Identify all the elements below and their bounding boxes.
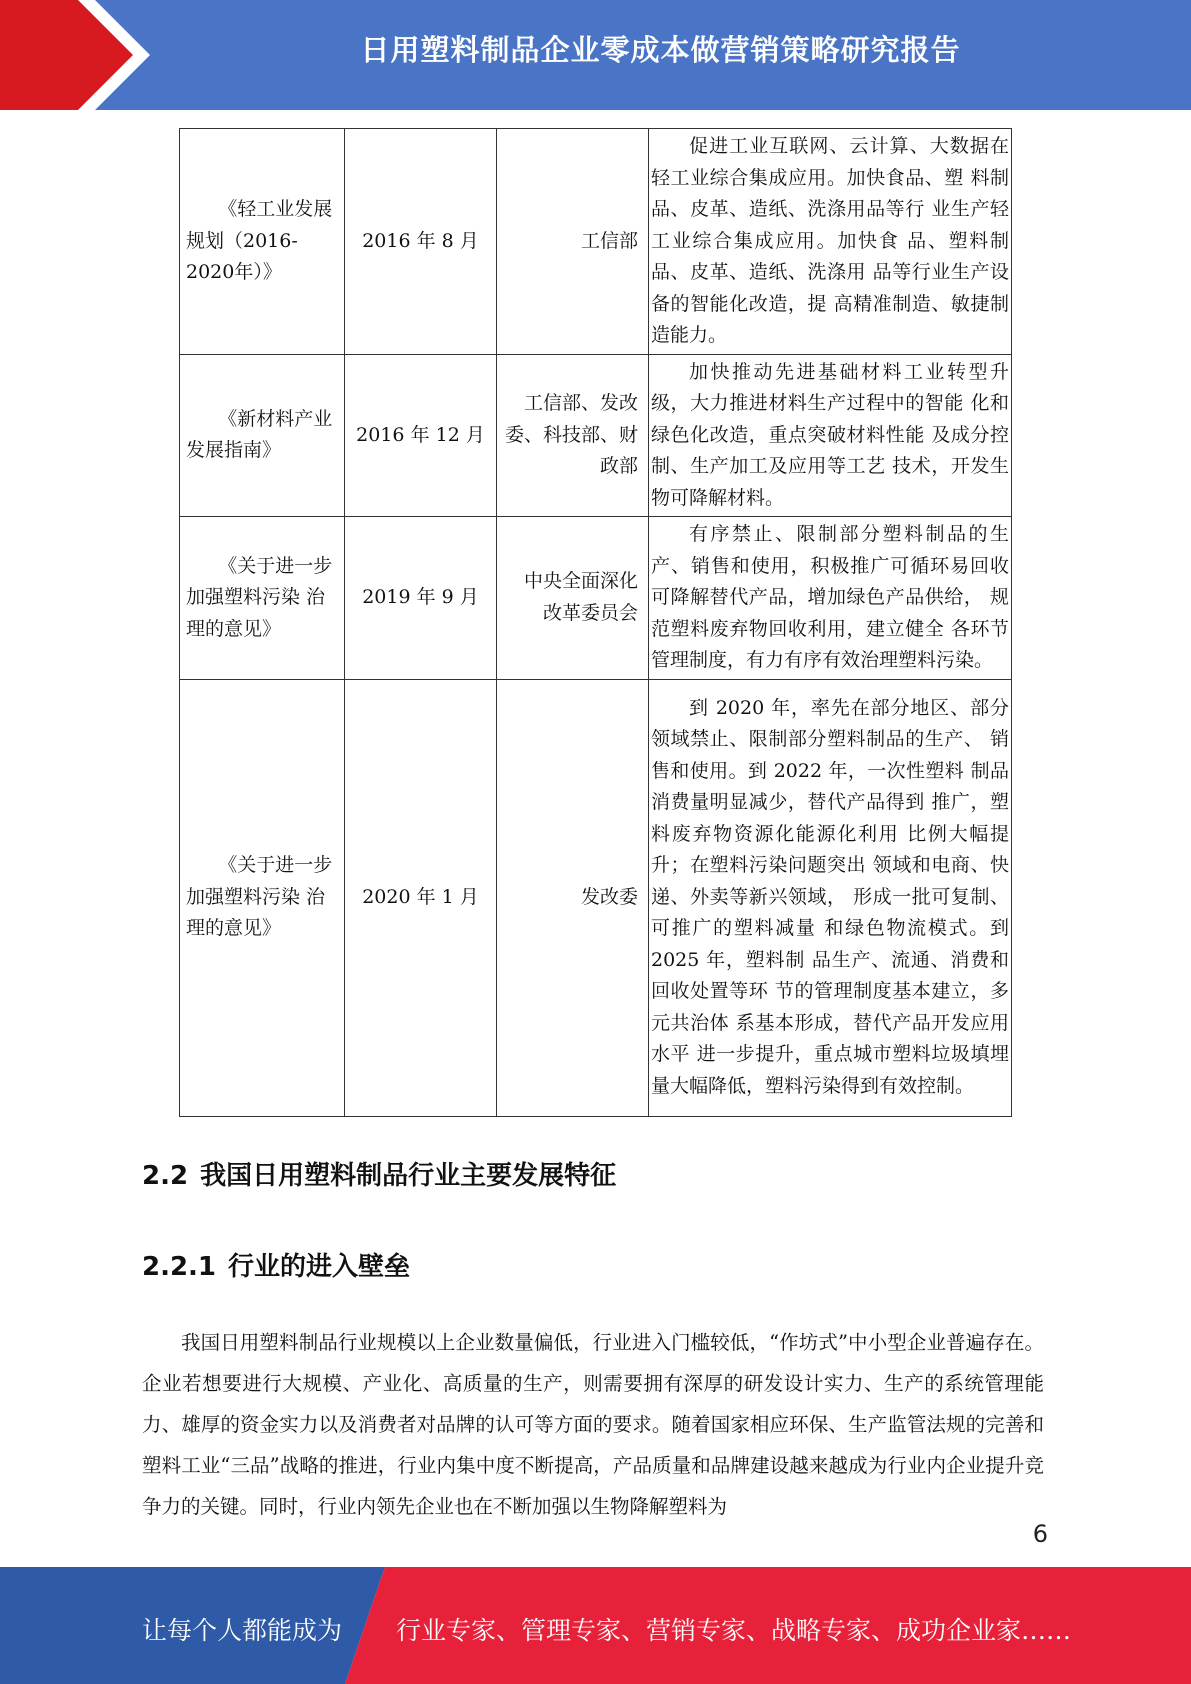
policy-name-cell: 《轻工业发展规划（2016-2020年）》	[180, 129, 345, 355]
page-number: 6	[1032, 1520, 1048, 1548]
page-footer	[0, 1567, 1191, 1684]
footer-slogan-right: 行业专家、管理专家、营销专家、战略专家、成功企业家……	[396, 1616, 1072, 1645]
subsection-title: 行业的进入壁垒	[228, 1252, 411, 1282]
policy-dept-cell: 工信部	[497, 129, 649, 355]
subsection-number: 2.2.1	[142, 1252, 217, 1282]
policy-date-cell: 2016 年 12 月	[345, 354, 497, 517]
policy-content-cell: 促进工业互联网、云计算、大数据在轻工业综合集成应用。加快食品、塑 料制品、皮革、造纸、洗涤用品等行 业生产轻工业综合集成应用。加快食 品、塑料制品、皮革、造纸、洗涤用 品等行业生产设备的智能化改造，提 高精准制造、敏捷制造能力。	[649, 129, 1012, 355]
policy-date-cell: 2020 年 1 月	[345, 679, 497, 1116]
section-title: 我国日用塑料制品行业主要发展特征	[200, 1161, 617, 1191]
section-heading-2-2	[142, 1155, 616, 1192]
policy-content-cell: 有序禁止、限制部分塑料制品的生产、销售和使用，积极推广可循环易回收 可降解替代产品，增加绿色产品供给， 规范塑料废弃物回收利用，建立健全 各环节管理制度，有力有序有效治理塑料污染。	[649, 517, 1012, 680]
policy-name-cell: 《关于进一步 加强塑料污染 治理的意见》	[180, 679, 345, 1116]
policy-date-cell: 2019 年 9 月	[345, 517, 497, 680]
section-number: 2.2	[142, 1161, 189, 1191]
policy-date-cell: 2016 年 8 月	[345, 129, 497, 355]
table-row	[180, 517, 1012, 680]
policy-name-cell: 《关于进一步加强塑料污染 治理的意见》	[180, 517, 345, 680]
footer-slogan-left: 让每个人都能成为	[142, 1616, 343, 1645]
header-arrow-decoration	[0, 0, 160, 110]
body-paragraph: 我国日用塑料制品行业规模以上企业数量偏低，行业进入门槛较低，“作坊式”中小型企业普遍存在。企业若想要进行大规模、产业化、高质量的生产，则需要拥有深厚的研发设计实力、生产的系统管理能力、雄厚的资金实力以及消费者对品牌的认可等方面的要求。随着国家相应环保、生产监管法规的完善和塑料工业“三品”战略的推进，行业内集中度不断提高，产品质量和品牌建设越来越成为行业内企业提升竞争力的关键。同时，行业内领先企业也在不断加强以生物降解塑料为	[142, 1331, 1044, 1518]
policy-dept-cell: 中央全面深化 改革委员会	[497, 517, 649, 680]
table-row	[180, 679, 1012, 1116]
section-heading-2-2-1	[142, 1246, 410, 1283]
table-row	[180, 129, 1012, 355]
policy-dept-cell: 发改委	[497, 679, 649, 1116]
policy-content-cell: 加快推动先进基础材料工业转型升级，大力推进材料生产过程中的智能 化和绿色化改造，重点突破材料性能 及成分控制、生产加工及应用等工艺 技术，开发生物可降解材料。	[649, 354, 1012, 517]
report-title: 日用塑料制品企业零成本做营销策略研究报告	[360, 33, 961, 67]
policy-table	[179, 128, 1012, 1117]
policy-content-cell: 到 2020 年，率先在部分地区、部分领域禁止、限制部分塑料制品的生产、 销售和使用。到 2022 年，一次性塑料 制品消费量明显减少，替代产品得到 推广，塑料废弃物资源化能源化利用 比例大幅提升；在塑料污染问题突出 领域和电商、快递、外卖等新兴领域， 形成一批可复制、可推广的塑料减量 和绿色物流模式。到 2025 年，塑料制 品生产、流通、消费和回收处置等环 节的管理制度基本建立，多元共治体 系基本形成，替代产品开发应用水平 进一步提升，重点城市塑料垃圾填埋量大幅降低，塑料污染得到有效控制。	[649, 679, 1012, 1116]
page-header	[0, 0, 1191, 110]
table-row	[180, 354, 1012, 517]
policy-dept-cell: 工信部、发改 委、科技部、财政部	[497, 354, 649, 517]
policy-name-cell: 《新材料产业发展指南》	[180, 354, 345, 517]
